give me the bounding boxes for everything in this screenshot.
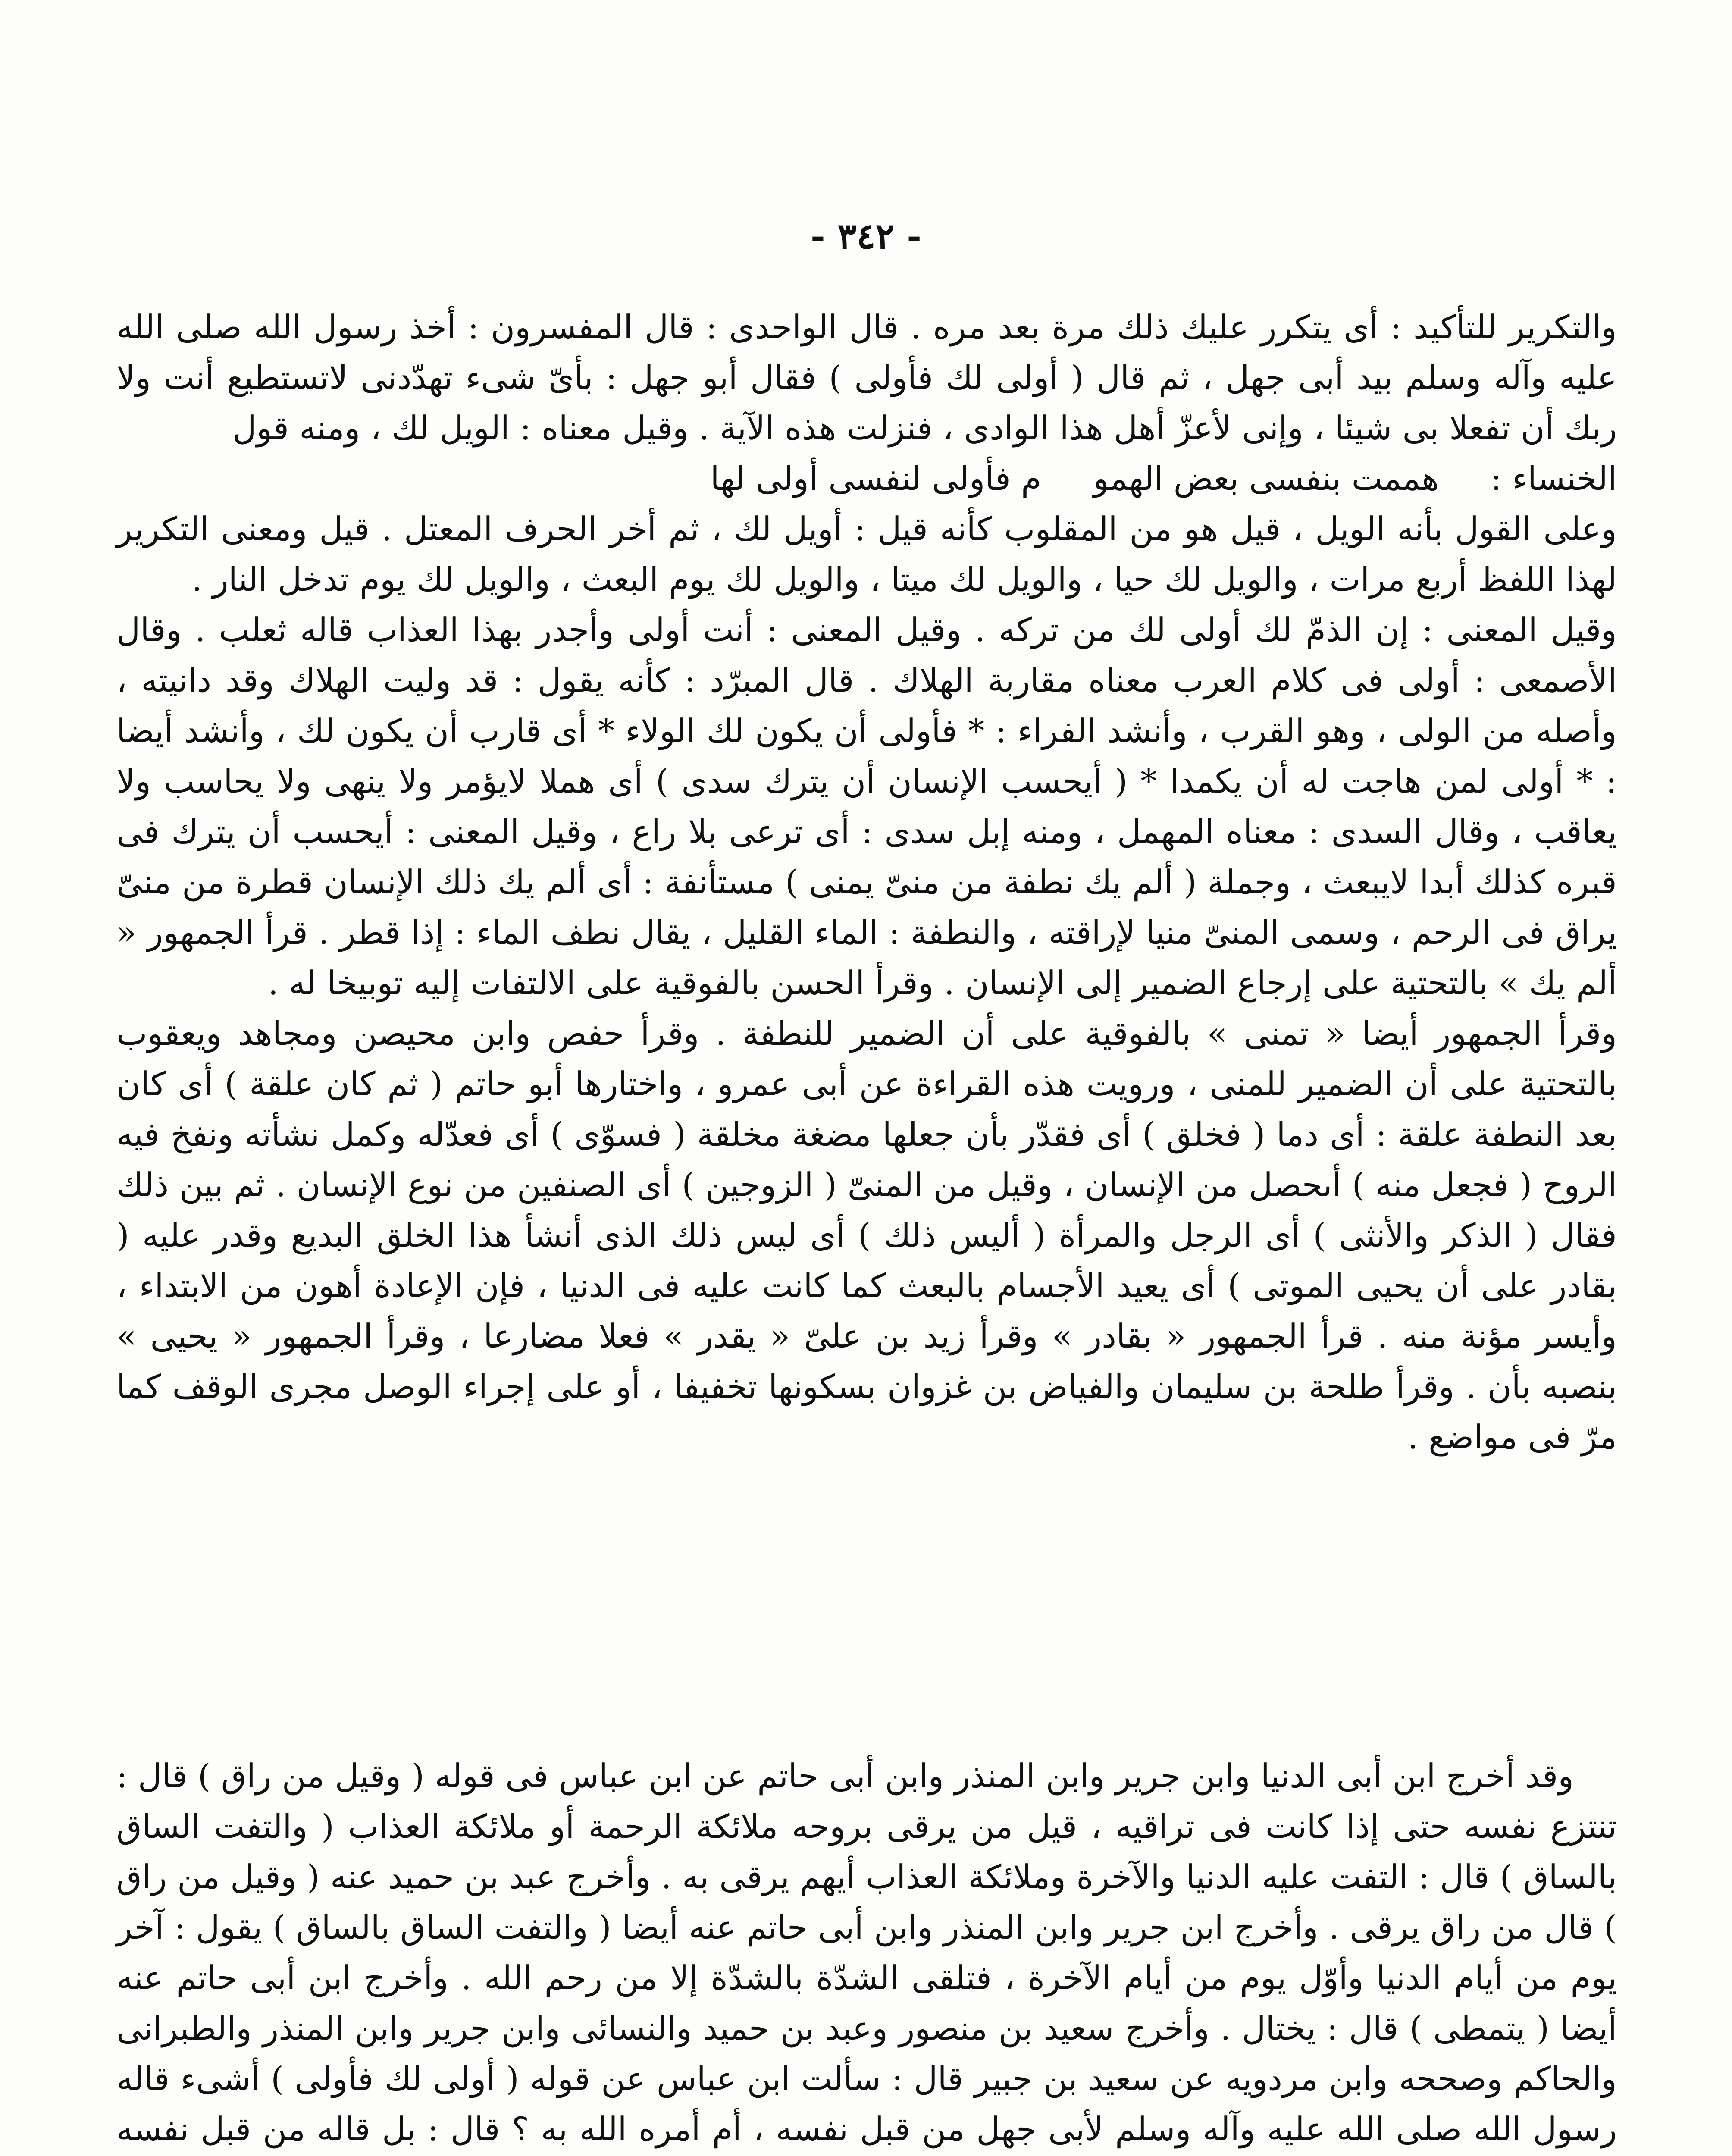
verse-hemistich-2: م فأولى لنفسى أولى لها — [710, 459, 1042, 498]
paragraph-meaning: وقيل المعنى : إن الذمّ لك أولى لك من تركه . وقيل المعنى : أنت أولى وأجدر بهذا العذاب قاله ثعلب . وقال الأصمعى : أولى فى كلام العرب معناه مقاربة الهلاك . قال المبرّد : كأنه يقول : قد وليت الهلاك وقد دانيته ، وأصله من الولى ، وهو القرب ، وأنشد الفراء : * فأولى أن يكون لك الولاء * أى قارب أن يكون لك ، وأنشد أيضا : * أولى لمن هاجت له أن يكمدا * ( أيحسب الإنسان أن يترك سدى ) أى هملا لايؤمر ولا ينهى ولا يحاسب ولا يعاقب ، وقال السدى : معناه المهمل ، ومنه إبل سدى : أى ترعى بلا راع ، وقيل المعنى : أيحسب أن يترك فى قبره كذلك أبدا لايبعث ، وجملة ( ألم يك نطفة من منىّ يمنى ) مستأنفة : أى ألم يك ذلك الإنسان قطرة من منىّ يراق فى الرحم ، وسمى المنىّ منيا لإراقته ، والنطفة : الماء القليل ، يقال نطف الماء : إذا قطر . قرأ الجمهور « ألم يك » بالتحتية على إرجاع الضمير إلى الإنسان . وقرأ الحسن بالفوقية على الالتفات إليه توبيخا له . — [116, 611, 1617, 1002]
verse-hemistich-1: هممت بنفسى بعض الهمو — [1093, 459, 1439, 498]
verse-attribution: الخنساء : — [1491, 459, 1617, 498]
paragraph-takrir: والتكرير للتأكيد : أى يتكرر عليك ذلك مرة بعد مره . قال الواحدى : قال المفسرون : أخذ رسول الله صلى الله عليه وآله وسلم بيد أبى جهل ، ثم قال ( أولى لك فأولى ) فقال أبو جهل : بأىّ شىء تهدّدنى لاتستطيع أنت ولا ربك أن تفعلا بى شيئا ، وإنى لأعزّ أهل هذا الوادى ، فنزلت هذه الآية . وقيل معناه : الويل لك ، ومنه قول — [116, 308, 1617, 447]
page-number: - ٣٤٢ - — [810, 216, 922, 257]
paragraph-wayl: وعلى القول بأنه الويل ، قيل هو من المقلوب كأنه قيل : أويل لك ، ثم أخر الحرف المعتل . قيل ومعنى التكرير لهذا اللفظ أربع مرات ، والويل لك حيا ، والويل لك ميتا ، والويل لك يوم البعث ، والويل لك يوم تدخل النار . — [116, 510, 1617, 599]
poetry-verse — [116, 453, 1617, 504]
commentary-section — [116, 302, 1617, 1462]
paragraph-qiraat: وقرأ الجمهور أيضا « تمنى » بالفوقية على أن الضمير للنطفة . وقرأ حفص وابن محيصن ومجاهد ويعقوب بالتحتية على أن الضمير للمنى ، ورويت هذه القراءة عن أبى عمرو ، واختارها أبو حاتم ( ثم كان علقة ) أى كان بعد النطفة علقة : أى دما ( فخلق ) أى فقدّر بأن جعلها مضغة مخلقة ( فسوّى ) أى فعدّله وكمل نشأته ونفخ فيه الروح ( فجعل منه ) أىحصل من الإنسان ، وقيل من المنىّ ( الزوجين ) أى الصنفين من نوع الإنسان . ثم بين ذلك فقال ( الذكر والأنثى ) أى الرجل والمرأة ( أليس ذلك ) أى ليس ذلك الذى أنشأ هذا الخلق البديع وقدر عليه ( بقادر على أن يحيى الموتى ) أى يعيد الأجسام بالبعث كما كانت عليه فى الدنيا ، فإن الإعادة أهون من الابتداء ، وأيسر مؤنة منه . قرأ الجمهور « بقادر » وقرأ زيد بن علىّ « يقدر » فعلا مضارعا ، وقرأ الجمهور « يحيى » بنصبه بأن . وقرأ طلحة بن سليمان والفياض بن غزوان بسكونها تخفيفا ، أو على إجراء الوصل مجرى الوقف كما مرّ فى مواضع . — [116, 1014, 1617, 1456]
paragraph-narrations: وقد أخرج ابن أبى الدنيا وابن جرير وابن المنذر وابن أبى حاتم عن ابن عباس فى قوله ( وقيل من راق ) قال : تنتزع نفسه حتى إذا كانت فى تراقيه ، قيل من يرقى بروحه ملائكة الرحمة أو ملائكة العذاب ( والتفت الساق بالساق ) قال : التفت عليه الدنيا والآخرة وملائكة العذاب أيهم يرقى به . وأخرج عبد بن حميد عنه ( وقيل من راق ) قال من راق يرقى . وأخرج ابن جرير وابن المنذر وابن أبى حاتم عنه أيضا ( والتفت الساق بالساق ) يقول : آخر يوم من أيام الدنيا وأوّل يوم من أيام الآخرة ، فتلقى الشدّة بالشدّة إلا من رحم الله . وأخرج ابن أبى حاتم عنه أيضا ( يتمطى ) قال : يختال . وأخرج سعيد بن منصور وعبد بن حميد والنسائى وابن جرير وابن المنذر والطبرانى والحاكم وصححه وابن مردويه عن سعيد بن جبير قال : سألت ابن عباس عن قوله ( أولى لك فأولى ) أشىء قاله رسول الله صلى الله عليه وآله وسلم لأبى جهل من قبل نفسه ، أم أمره الله به ؟ قال : بل قاله من قبل نفسه — [116, 1757, 1617, 2148]
narrations-section — [116, 1751, 1617, 2156]
